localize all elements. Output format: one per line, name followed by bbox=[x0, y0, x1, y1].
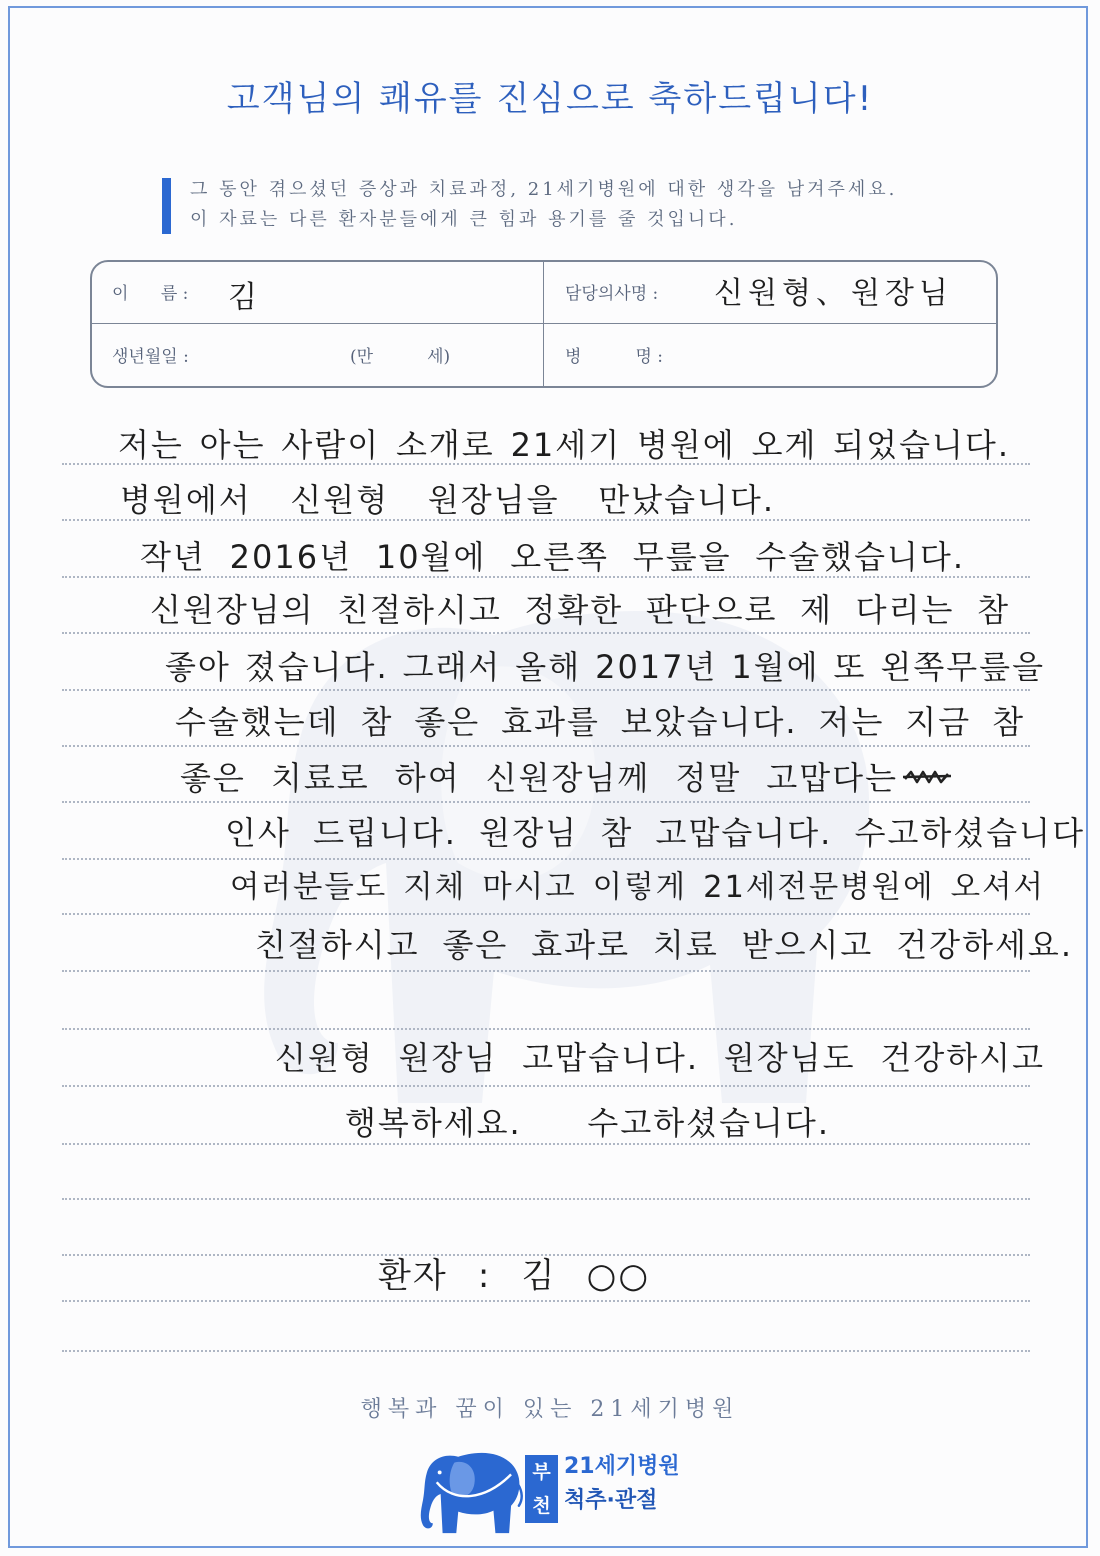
name-value: 김 bbox=[228, 280, 257, 315]
ruled-line bbox=[62, 689, 1030, 691]
ruled-line bbox=[62, 519, 1030, 521]
ruled-line bbox=[62, 1350, 1030, 1352]
testimonial-line: 작년 2016년 10월에 오른쪽 무릎을 수술했습니다. bbox=[140, 538, 965, 576]
ruled-line bbox=[62, 632, 1030, 634]
name-label: 이 름 : bbox=[112, 284, 189, 304]
testimonial-line: 친절하시고 좋은 효과로 치료 받으시고 건강하세요. bbox=[255, 926, 1073, 964]
birth-date-label: 생년월일 : bbox=[112, 347, 189, 367]
logo-region-char: 천 bbox=[532, 1495, 551, 1517]
ruled-line bbox=[62, 1143, 1030, 1145]
disease-label: 병 명 : bbox=[565, 347, 664, 367]
ruled-line bbox=[62, 913, 1030, 915]
crossed-out-mark bbox=[902, 764, 952, 790]
ruled-line bbox=[62, 745, 1030, 747]
testimonial-line: 행복하세요. 수고하셨습니다. bbox=[345, 1104, 830, 1142]
testimonial-line: 여러분들도 지체 마시고 이렇게 21세전문병원에 오셔서 bbox=[230, 870, 1045, 905]
info-column-divider bbox=[543, 262, 544, 386]
patient-info-box bbox=[90, 260, 998, 388]
ruled-line bbox=[62, 1028, 1030, 1030]
testimonial-line: 신원형 원장님 고맙습니다. 원장님도 건강하시고 bbox=[275, 1039, 1045, 1077]
testimonial-line: 인사 드립니다. 원장님 참 고맙습니다. 수고하셨습니다 bbox=[225, 814, 1085, 852]
patient-signature: 환자 : 김 ○○ bbox=[378, 1256, 650, 1296]
logo-region-char: 부 bbox=[532, 1461, 551, 1483]
doctor-value: 신원형、원장님 bbox=[714, 276, 953, 311]
intro-accent-bar bbox=[162, 178, 171, 234]
ruled-line bbox=[62, 1300, 1030, 1302]
ruled-line bbox=[62, 1198, 1030, 1200]
testimonial-line: 신원장님의 친절하시고 정확한 판단으로 제 다리는 참 bbox=[150, 591, 1010, 629]
testimonial-line: 좋은 치료로 하여 신원장님께 정말 고맙다는 bbox=[180, 759, 898, 797]
logo-specialty: 척추·관절 bbox=[564, 1488, 658, 1513]
ruled-line bbox=[62, 970, 1030, 972]
ruled-line bbox=[62, 858, 1030, 860]
testimonial-line: 수술했는데 참 좋은 효과를 보았습니다. 저는 지금 참 bbox=[175, 703, 1025, 741]
doctor-label: 담당의사명 : bbox=[565, 284, 659, 304]
logo-region-badge bbox=[525, 1455, 558, 1523]
info-row-divider bbox=[92, 323, 996, 324]
ruled-line bbox=[62, 1085, 1030, 1087]
ruled-line bbox=[62, 801, 1030, 803]
intro-line: 이 자료는 다른 환자분들에게 큰 힘과 용기를 줄 것입니다. bbox=[190, 209, 738, 230]
ruled-line bbox=[62, 576, 1030, 578]
form-title: 고객님의 쾌유를 진심으로 축하드립니다! bbox=[226, 79, 874, 119]
intro-line: 그 동안 겪으셨던 증상과 치료과정, 21세기병원에 대한 생각을 남겨주세요. bbox=[190, 179, 898, 200]
hospital-slogan: 행복과 꿈이 있는 21세기병원 bbox=[360, 1397, 740, 1422]
testimonial-line: 병원에서 신원형 원장님을 만났습니다. bbox=[120, 481, 775, 519]
elephant-icon bbox=[415, 1447, 523, 1537]
age-label: (만 세) bbox=[350, 347, 451, 367]
testimonial-line: 좋아 졌습니다. 그래서 올해 2017년 1월에 또 왼쪽무릎을 bbox=[165, 648, 1045, 686]
testimonial-line: 저는 아는 사람이 소개로 21세기 병원에 오게 되었습니다. bbox=[118, 426, 1010, 464]
logo-hospital-name: 21세기병원 bbox=[564, 1454, 680, 1479]
hospital-logo bbox=[415, 1445, 715, 1541]
